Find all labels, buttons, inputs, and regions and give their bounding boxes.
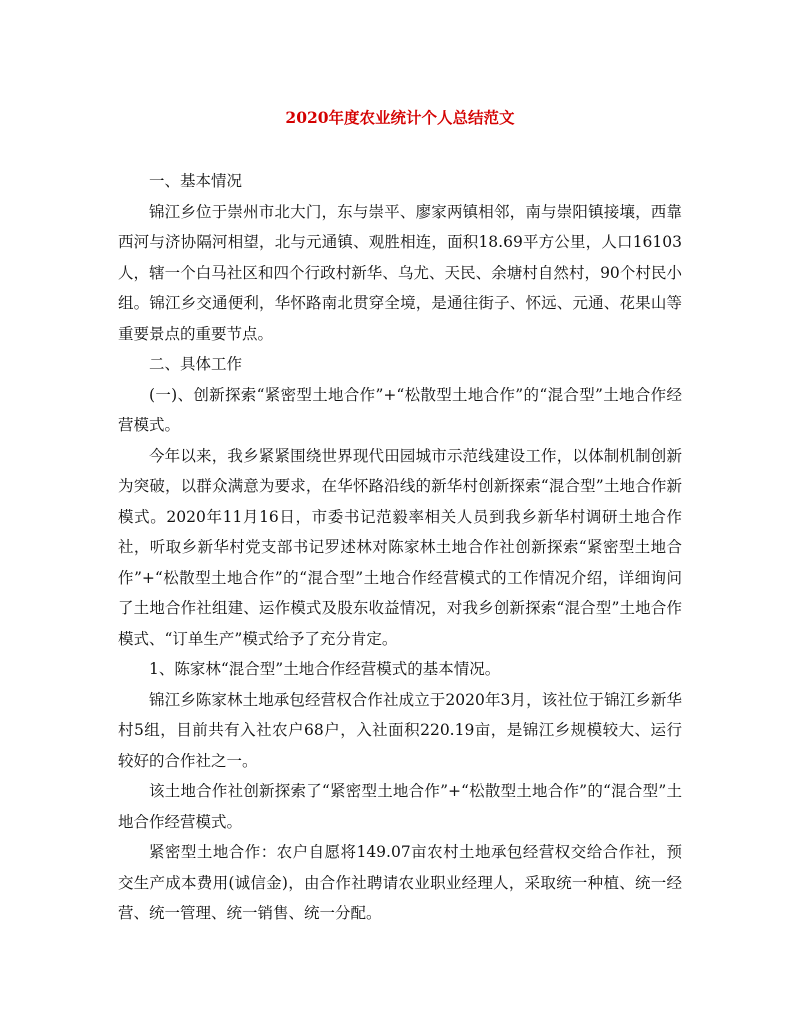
document-body xyxy=(118,166,682,929)
paragraph-tight-cooperation: 紧密型土地合作：农户自愿将149.07亩农村土地承包经营权交给合作社，预交生产成本费用(诚信金)，由合作社聘请农业职业经理人，采取统一种植、统一经营、统一管理、统一销售、统一分配。 xyxy=(118,843,682,922)
paragraph-model: 该土地合作社创新探索了“紧密型土地合作”+“松散型土地合作”的“混合型”土地合作经营模式。 xyxy=(118,782,682,831)
paragraph-cooperative: 锦江乡陈家林土地承包经营权合作社成立于2020年3月，该社位于锦江乡新华村5组，目前共有入社农户68户，入社面积220.19亩，是锦江乡规模较大、运行较好的合作社之一。 xyxy=(118,690,682,770)
subsection-heading-innovation: (一)、创新探索“紧密型土地合作”+“松散型土地合作”的“混合型”土地合作经营模式。 xyxy=(118,385,682,434)
item-heading-chenjialin: 1、陈家林“混合型”土地合作经营模式的基本情况。 xyxy=(149,660,501,678)
paragraph-innovation: 今年以来，我乡紧紧围绕世界现代田园城市示范线建设工作，以体制机制创新为突破，以群众满意为要求，在华怀路沿线的新华村创新探索“混合型”土地合作新模式。2020年11月16日，市委书记范毅率相关人员到我乡新华村调研土地合作社，听取乡新华村党支部书记罗述林对陈家林土地合作社创新探索“紧密型土地合作”+“松散型土地合作”的“混合型”土地合作经营模式的工作情况介绍，详细询问了土地合作社组建、运作模式及股东收益情况，对我乡创新探索“混合型”土地合作模式、“订单生产”模式给予了充分肯定。 xyxy=(118,446,682,648)
document-title: 2020年度农业统计个人总结范文 xyxy=(285,108,515,127)
section-heading-work: 二、具体工作 xyxy=(149,355,243,373)
paragraph-basic-info: 锦江乡位于崇州市北大门，东与崇平、廖家两镇相邻，南与崇阳镇接壤，西靠西河与济协隔河相望，北与元通镇、观胜相连，面积18.69平方公里，人口16103人，辖一个白马社区和四个行政村新华、乌尤、天民、余塘村自然村，90个村民小组。锦江乡交通便利，华怀路南北贯穿全境，是通往街子、怀远、元通、花果山等重要景点的重要节点。 xyxy=(118,202,682,343)
section-heading-basic: 一、基本情况 xyxy=(149,172,243,190)
